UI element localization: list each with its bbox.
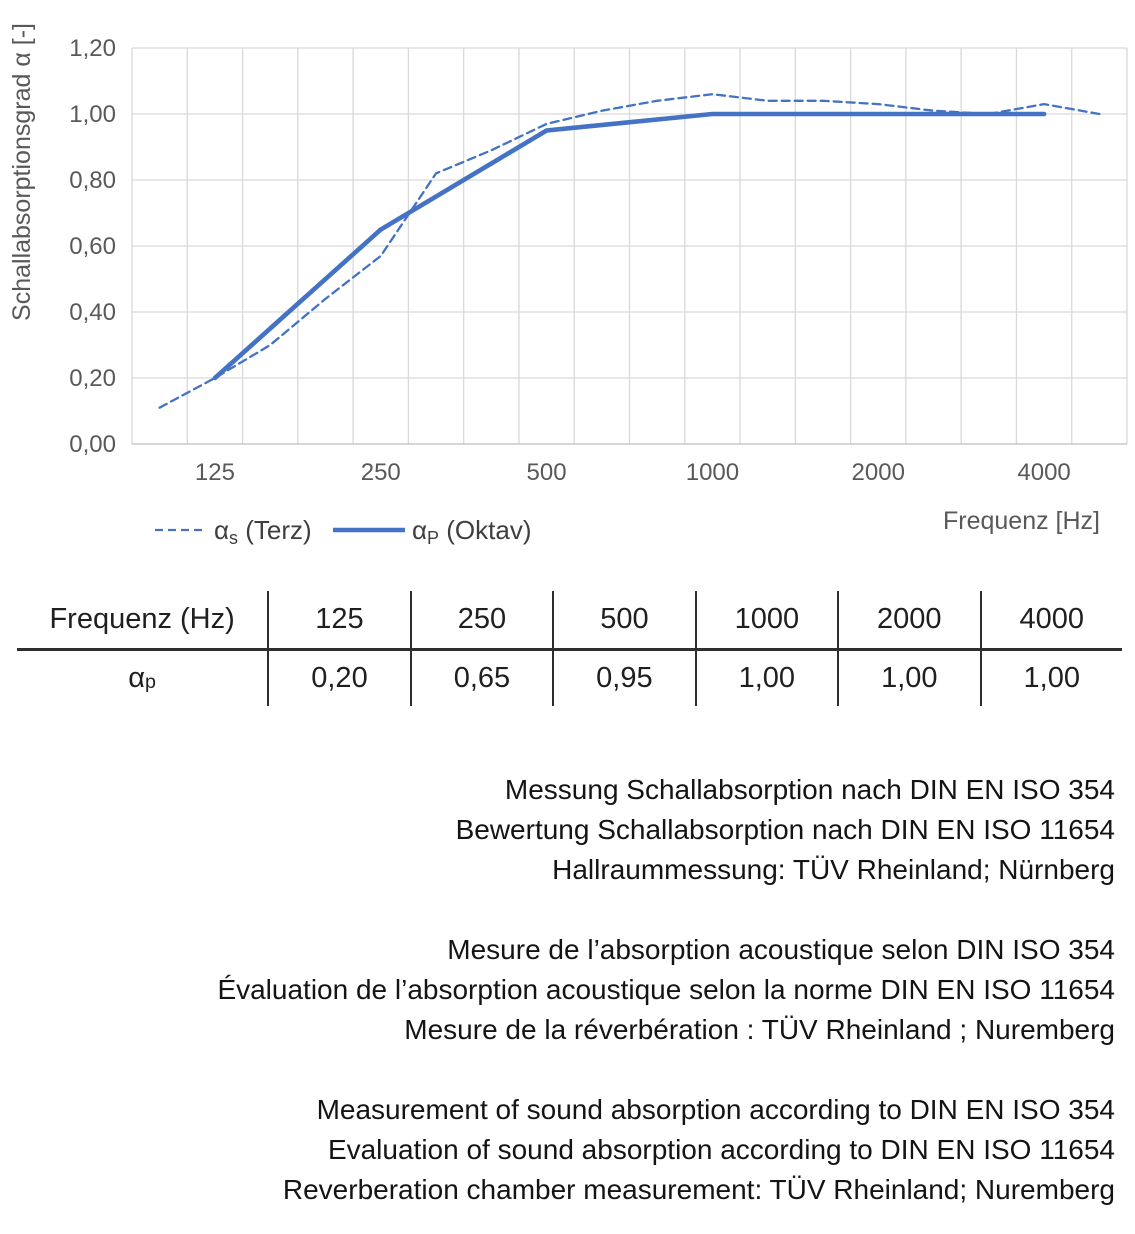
table-value-250: 0,65	[412, 651, 554, 706]
note-line-de-3: Hallraummessung: TÜV Rheinland; Nürnberg	[552, 854, 1115, 885]
note-line-en-1: Measurement of sound absorption according to DIN EN ISO 354	[316, 1094, 1115, 1125]
table-header-frequency: Frequenz (Hz)	[17, 591, 269, 648]
note-line-fr-1: Mesure de l’absorption acoustique selon DIN ISO 354	[447, 934, 1115, 965]
notes-german	[0, 770, 1115, 890]
alpha-symbol: α	[128, 662, 146, 694]
table-row-label-alpha-p	[17, 651, 269, 706]
alpha-p-table	[17, 591, 1122, 706]
chart-canvas	[0, 0, 1135, 560]
y-axis-title: Schallabsorptionsgrad α [-]	[8, 23, 36, 321]
notes-english	[0, 1090, 1115, 1210]
x-tick-label: 250	[360, 459, 401, 486]
note-line-de-1: Messung Schallabsorption nach DIN EN ISO 354	[504, 774, 1115, 805]
table-header-125: 125	[269, 591, 411, 648]
y-tick-label: 0,40	[69, 299, 116, 326]
note-line-en-3: Reverberation chamber measurement: TÜV Rheinland; Nuremberg	[282, 1174, 1115, 1205]
note-line-de-2: Bewertung Schallabsorption nach DIN EN ISO 11654	[455, 814, 1115, 845]
x-tick-label: 1000	[685, 459, 740, 486]
table-header-1000: 1000	[697, 591, 839, 648]
table-value-1000: 1,00	[697, 651, 839, 706]
table-header-row	[17, 591, 1122, 651]
x-tick-label: 500	[526, 459, 567, 486]
table-header-2000: 2000	[839, 591, 981, 648]
note-line-fr-2: Évaluation de l’absorption acoustique selon la norme DIN EN ISO 11654	[217, 974, 1115, 1005]
sound-absorption-chart	[0, 0, 1135, 560]
alpha-subscript: p	[145, 670, 156, 693]
table-header-250: 250	[412, 591, 554, 648]
table-value-row	[17, 651, 1122, 706]
x-tick-label: 125	[194, 459, 235, 486]
table-value-4000: 1,00	[1023, 662, 1080, 694]
table-header-500: 500	[554, 591, 696, 648]
table-value-125: 0,20	[269, 651, 411, 706]
note-line-en-2: Evaluation of sound absorption according to DIN EN ISO 11654	[327, 1134, 1115, 1165]
table-value-2000: 1,00	[839, 651, 981, 706]
y-tick-label: 1,20	[69, 35, 116, 62]
legend-alpha-s-label: αs (Terz)	[214, 515, 312, 548]
y-tick-label: 0,60	[69, 233, 116, 260]
x-tick-label: 2000	[851, 459, 905, 486]
y-tick-label: 0,80	[69, 167, 116, 194]
y-tick-label: 1,00	[69, 101, 116, 128]
legend-alpha-p-label: αP (Oktav)	[412, 515, 532, 548]
note-line-fr-3: Mesure de la réverbération : TÜV Rheinland ; Nuremberg	[404, 1014, 1115, 1045]
table-value-500: 0,95	[554, 651, 696, 706]
x-tick-label: 4000	[1017, 459, 1071, 486]
y-tick-label: 0,20	[69, 365, 116, 392]
y-tick-label: 0,00	[69, 431, 116, 458]
x-axis-title: Frequenz [Hz]	[942, 507, 1100, 535]
table-header-4000: 4000	[1019, 603, 1084, 635]
notes-french	[0, 930, 1115, 1050]
